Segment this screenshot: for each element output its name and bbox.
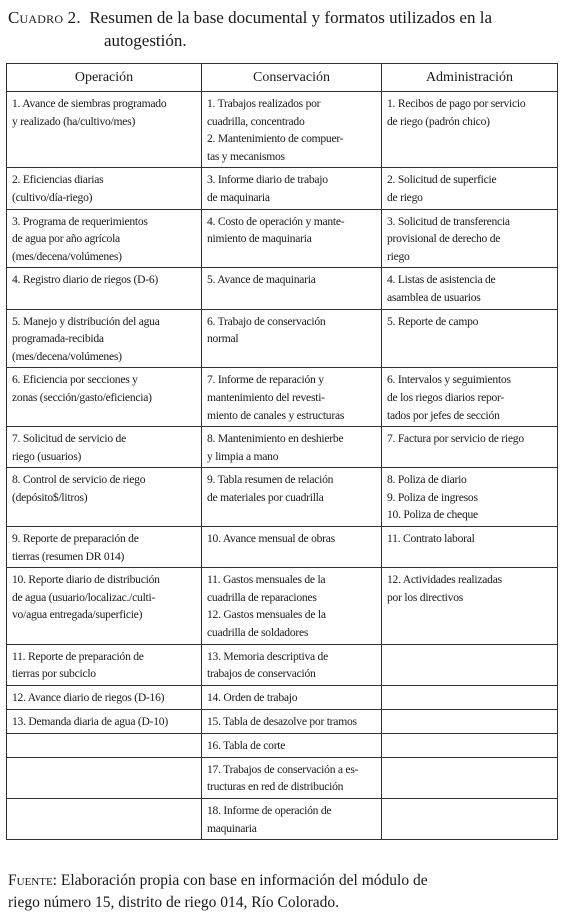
- cell-text-line: 2. Solicitud de superficie: [387, 173, 497, 187]
- cell-conservacion: [202, 685, 382, 709]
- cell-text-line: 8. Mantenimiento en deshierbe: [207, 432, 344, 446]
- source-line2: riego número 15, distrito de riego 014, Río Colorado.: [8, 894, 340, 911]
- cell-text-line: trabajos de conservación: [207, 667, 316, 681]
- cell-text-line: de agua (usuario/localizac./culti-: [12, 590, 156, 604]
- cell-administracion: [382, 709, 558, 733]
- cell-administracion: [382, 309, 558, 368]
- cell-conservacion: [202, 368, 382, 427]
- cell-operacion: [7, 685, 202, 709]
- cell-text-line: provisional de derecho de: [387, 232, 501, 246]
- cell-administracion: [382, 427, 558, 468]
- cell-text-line: y limpia a mano: [207, 449, 279, 463]
- cell-text-line: tructuras en red de distribución: [207, 780, 344, 794]
- cell-text-line: 4. Listas de asistencia de: [387, 273, 496, 287]
- cell-text-line: 11. Reporte de preparación de: [12, 649, 144, 663]
- cell-text-line: 9. Tabla resumen de relación: [207, 473, 334, 487]
- cell-text-line: 5. Reporte de campo: [387, 314, 479, 328]
- cell-text-line: 6. Eficiencia por secciones y: [12, 373, 138, 387]
- cell-operacion: [7, 733, 202, 757]
- header-operacion: Operación: [7, 64, 202, 92]
- cell-text-line: (cultivo/día-riego): [12, 190, 93, 204]
- cell-text-line: cuadrilla de reparaciones: [207, 590, 317, 604]
- caption-title-line1: Resumen de la base documental y formatos utilizados en la: [89, 8, 492, 27]
- cell-text-line: (mes/decena/volúmenes): [12, 249, 122, 263]
- cell-administracion: [382, 644, 558, 685]
- cell-text-line: miento de canales y estructuras: [207, 408, 345, 422]
- documents-table: [6, 63, 558, 840]
- cell-conservacion: [202, 733, 382, 757]
- cell-text-line: asamblea de usuarios: [387, 290, 481, 304]
- cell-administracion: [382, 468, 558, 527]
- cell-text-line: 5. Avance de maquinaria: [207, 273, 316, 287]
- cell-operacion: [7, 368, 202, 427]
- cell-text-line: 12. Avance diario de riegos (D-16): [12, 690, 165, 704]
- table-row: [7, 468, 558, 527]
- cell-text-line: y realizado (ha/cultivo/mes): [12, 114, 136, 128]
- cell-operacion: [7, 757, 202, 798]
- cell-operacion: [7, 527, 202, 568]
- source-line1: Elaboración propia con base en información del módulo de: [60, 872, 428, 889]
- cell-operacion: [7, 644, 202, 685]
- cell-administracion: [382, 368, 558, 427]
- cell-text-line: nimiento de maquinaria: [207, 232, 312, 246]
- cell-text-line: 11. Contrato laboral: [387, 532, 475, 546]
- cell-administracion: [382, 757, 558, 798]
- cell-conservacion: [202, 757, 382, 798]
- cell-text-line: 11. Gastos mensuales de la: [207, 573, 326, 587]
- cell-text-line: 13. Demanda diaria de agua (D-10): [12, 714, 168, 728]
- cell-text-line: mantenimiento del revesti-: [207, 390, 325, 404]
- cell-text-line: maquinaria: [207, 821, 257, 835]
- cell-text-line: 17. Trabajos de conservación a es-: [207, 762, 359, 776]
- caption-title-line2: autogestión.: [104, 31, 187, 50]
- cell-text-line: 1. Recibos de pago por servicio: [387, 97, 526, 110]
- table-row: [7, 644, 558, 685]
- table-row: [7, 709, 558, 733]
- table-row: [7, 209, 558, 268]
- cell-text-line: 18. Informe de operación de: [207, 804, 332, 817]
- cell-text-line: 4. Registro diario de riegos (D-6): [12, 273, 159, 287]
- cell-text-line: (depósito$/litros): [12, 490, 88, 504]
- cell-conservacion: [202, 268, 382, 309]
- table-row: [7, 527, 558, 568]
- cell-text-line: 9. Poliza de ingresos: [387, 490, 478, 504]
- cell-administracion: [382, 685, 558, 709]
- cell-text-line: tas y mecanismos: [207, 149, 285, 163]
- table-caption: [8, 6, 560, 52]
- cell-text-line: por los directivos: [387, 590, 463, 604]
- table-row: [7, 757, 558, 798]
- cell-text-line: de maquinaria: [207, 190, 270, 204]
- cell-text-line: tierras (resumen DR 014): [12, 549, 125, 563]
- cell-text-line: 1. Trabajos realizados por: [207, 97, 321, 110]
- cell-administracion: [382, 168, 558, 209]
- cell-text-line: 6. Intervalos y seguimientos: [387, 373, 511, 387]
- table-row: [7, 268, 558, 309]
- cell-text-line: cuadrilla de soldadores: [207, 626, 309, 640]
- source-note: [8, 870, 560, 914]
- table-row: [7, 92, 558, 168]
- cell-operacion: [7, 92, 202, 168]
- cell-conservacion: [202, 468, 382, 527]
- cell-administracion: [382, 799, 558, 840]
- table-row: [7, 309, 558, 368]
- cell-operacion: [7, 568, 202, 644]
- cell-administracion: [382, 268, 558, 309]
- cell-text-line: riego: [387, 249, 410, 263]
- cell-text-line: 15. Tabla de desazolve por tramos: [207, 714, 357, 728]
- cell-text-line: 4. Costo de operación y mante-: [207, 214, 345, 228]
- source-label: Fuente:: [8, 872, 57, 889]
- cell-operacion: [7, 209, 202, 268]
- cell-conservacion: [202, 168, 382, 209]
- cell-text-line: 16. Tabla de corte: [207, 738, 286, 752]
- cell-conservacion: [202, 527, 382, 568]
- table-row: [7, 799, 558, 840]
- cell-text-line: 10. Avance mensual de obras: [207, 532, 335, 546]
- cell-text-line: 7. Factura por servicio de riego: [387, 432, 524, 446]
- cell-text-line: 10. Reporte diario de distribución: [12, 573, 160, 587]
- cell-conservacion: [202, 427, 382, 468]
- table-row: [7, 685, 558, 709]
- cell-text-line: de riego (padrón chico): [387, 114, 490, 128]
- table-row: [7, 568, 558, 644]
- cell-conservacion: [202, 209, 382, 268]
- cell-operacion: [7, 268, 202, 309]
- cell-text-line: de los riegos diarios repor-: [387, 390, 505, 404]
- cell-text-line: 2. Eficiencias diarias: [12, 173, 104, 187]
- cell-conservacion: [202, 644, 382, 685]
- cell-conservacion: [202, 799, 382, 840]
- cell-text-line: riego (usuarios): [12, 449, 82, 463]
- cell-text-line: 12. Gastos mensuales de la: [207, 608, 326, 622]
- cell-administracion: [382, 92, 558, 168]
- header-row: [7, 64, 558, 92]
- cell-text-line: 8. Control de servicio de riego: [12, 473, 146, 487]
- cell-operacion: [7, 799, 202, 840]
- cell-administracion: [382, 568, 558, 644]
- cell-text-line: tados por jefes de sección: [387, 408, 500, 422]
- cell-text-line: programada-recibida: [12, 332, 104, 346]
- cell-text-line: 13. Memoria descriptiva de: [207, 649, 328, 663]
- cell-text-line: 7. Solicitud de servicio de: [12, 432, 126, 446]
- table-row: [7, 368, 558, 427]
- cell-operacion: [7, 427, 202, 468]
- cell-conservacion: [202, 568, 382, 644]
- table-body: [7, 92, 558, 840]
- cell-text-line: de materiales por cuadrilla: [207, 490, 324, 504]
- cell-administracion: [382, 209, 558, 268]
- cell-administracion: [382, 733, 558, 757]
- cell-text-line: cuadrilla, concentrado: [207, 114, 305, 128]
- table-row: [7, 427, 558, 468]
- cell-text-line: 14. Orden de trabajo: [207, 690, 298, 704]
- cell-text-line: 8. Poliza de diario: [387, 473, 467, 487]
- cell-text-line: 3. Solicitud de transferencia: [387, 214, 510, 228]
- cell-text-line: (mes/decena/volúmenes): [12, 349, 122, 363]
- cell-conservacion: [202, 709, 382, 733]
- cell-text-line: 10. Poliza de cheque: [387, 508, 478, 522]
- cell-text-line: 6. Trabajo de conservación: [207, 314, 326, 328]
- table-row: [7, 733, 558, 757]
- cell-text-line: zonas (sección/gasto/eficiencia): [12, 390, 152, 404]
- header-administracion: Administración: [382, 64, 558, 92]
- cell-operacion: [7, 309, 202, 368]
- table-row: [7, 168, 558, 209]
- cell-conservacion: [202, 92, 382, 168]
- cell-operacion: [7, 468, 202, 527]
- cell-conservacion: [202, 309, 382, 368]
- cell-text-line: de riego: [387, 190, 423, 204]
- cell-text-line: 5. Manejo y distribución del agua: [12, 314, 160, 328]
- cell-text-line: 9. Reporte de preparación de: [12, 532, 139, 546]
- cell-text-line: 1. Avance de siembras programado: [12, 97, 167, 110]
- cell-text-line: 3. Programa de requerimientos: [12, 214, 148, 228]
- cell-text-line: normal: [207, 332, 239, 346]
- cell-operacion: [7, 168, 202, 209]
- cell-text-line: 12. Actividades realizadas: [387, 573, 502, 587]
- cell-text-line: de agua por año agrícola: [12, 232, 120, 246]
- caption-label: Cuadro 2.: [8, 8, 81, 27]
- cell-text-line: 2. Mantenimiento de compuer-: [207, 132, 344, 146]
- cell-administracion: [382, 527, 558, 568]
- cell-text-line: vo/agua entregada/superficie): [12, 608, 143, 622]
- header-conservacion: Conservación: [202, 64, 382, 92]
- cell-text-line: tierras por subciclo: [12, 667, 96, 681]
- cell-text-line: 3. Informe diario de trabajo: [207, 173, 328, 187]
- cell-text-line: 7. Informe de reparación y: [207, 373, 324, 387]
- cell-operacion: [7, 709, 202, 733]
